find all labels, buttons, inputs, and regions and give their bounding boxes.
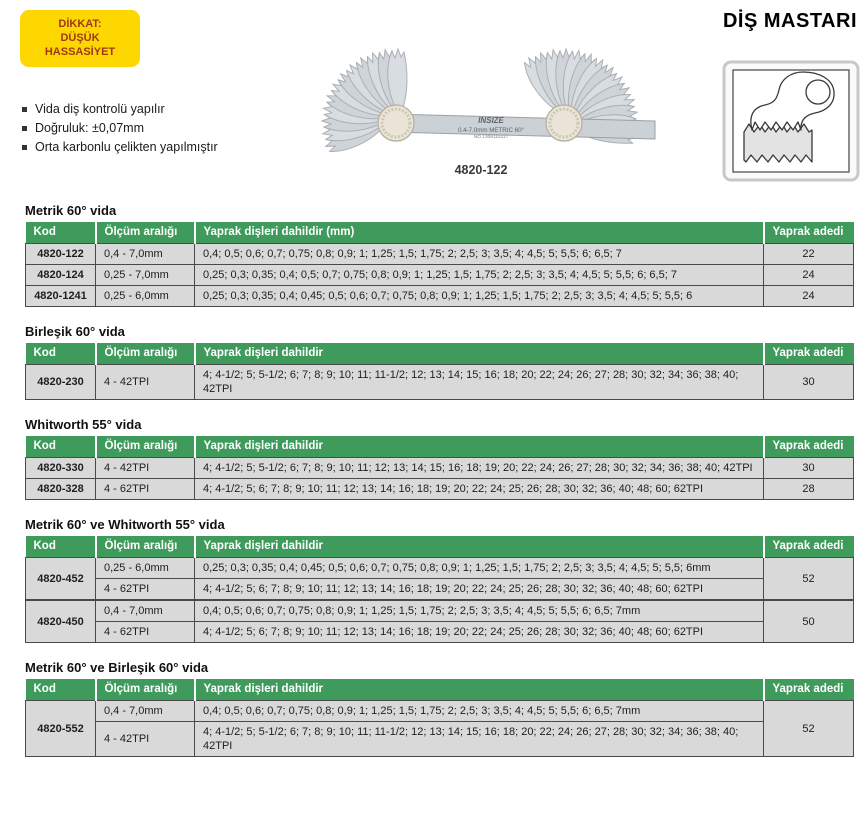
range-engraving: 0.4-7.0mm METRIC 60° xyxy=(457,127,525,134)
knurled-knob xyxy=(546,105,582,141)
table-section-whitworth55 xyxy=(25,417,853,500)
leaf-hole xyxy=(806,80,830,104)
table-row xyxy=(26,722,854,757)
teeth-cell: 0,4; 0,5; 0,6; 0,7; 0,75; 0,8; 0,9; 1; 1,25; 1,5; 1,75; 2; 2,5; 3; 3,5; 4; 4,5; 5; 5,5; 6; 6,5; 7 xyxy=(195,244,764,265)
leaf-count-cell: 30 xyxy=(764,365,854,400)
teeth-cell: 0,25; 0,3; 0,35; 0,4; 0,45; 0,5; 0,6; 0,7; 0,75; 0,8; 0,9; 1; 1,25; 1,5; 1,75; 2; 2,5; 3; 3,5; 4; 4,5; 5; 5,5; 6 xyxy=(195,286,764,307)
bullet-square-icon xyxy=(22,126,27,131)
code-cell: 4820-330 xyxy=(26,458,96,479)
column-header-count: Yaprak adedi xyxy=(764,222,854,244)
hero-section xyxy=(0,0,865,186)
table-section-metric60 xyxy=(25,203,853,307)
table-section-metric-unified xyxy=(25,660,853,757)
teeth-cell: 4; 4-1/2; 5; 5-1/2; 6; 7; 8; 9; 10; 11; 11-1/2; 12; 13; 14; 15; 16; 18; 20; 22; 24; 26; 27; 28; 30; 32; 34; 36; 38; 40; 42TPI xyxy=(195,365,764,400)
column-header-kod: Kod xyxy=(26,536,96,558)
column-header-range: Ölçüm aralığı xyxy=(96,436,195,458)
teeth-cell: 4; 4-1/2; 5; 6; 7; 8; 9; 10; 11; 12; 13; 14; 16; 18; 19; 20; 22; 24; 25; 26; 28; 30; 32; 36; 40; 48; 60; 62TPI xyxy=(195,579,764,601)
spec-table xyxy=(25,436,854,500)
table-row xyxy=(26,558,854,579)
table-row xyxy=(26,600,854,622)
code-cell: 4820-1241 xyxy=(26,286,96,307)
column-header-count: Yaprak adedi xyxy=(764,343,854,365)
code-cell: 4820-450 xyxy=(26,600,96,643)
column-header-kod: Kod xyxy=(26,436,96,458)
teeth-cell: 4; 4-1/2; 5; 6; 7; 8; 9; 10; 11; 12; 13; 14; 16; 18; 19; 20; 22; 24; 25; 26; 28; 30; 32; 36; 40; 48; 60; 62TPI xyxy=(195,622,764,643)
leaf-count-cell: 28 xyxy=(764,479,854,500)
code-cell: 4820-122 xyxy=(26,244,96,265)
table-section-unified60 xyxy=(25,324,853,400)
teeth-cell: 0,25; 0,3; 0,35; 0,4; 0,45; 0,5; 0,6; 0,7; 0,75; 0,8; 0,9; 1; 1,25; 1,5; 1,75; 2; 2,5; 3; 3,5; 4; 4,5; 5; 5,5; 6mm xyxy=(195,558,764,579)
column-header-count: Yaprak adedi xyxy=(764,679,854,701)
table-row xyxy=(26,365,854,400)
column-header-kod: Kod xyxy=(26,679,96,701)
table-heading: Whitworth 55° vida xyxy=(25,417,142,432)
table-row xyxy=(26,458,854,479)
feature-list xyxy=(22,100,218,157)
table-row xyxy=(26,579,854,601)
table-row xyxy=(26,701,854,722)
column-header-kod: Kod xyxy=(26,222,96,244)
table-row xyxy=(26,244,854,265)
column-header-teeth: Yaprak dişleri dahildir xyxy=(195,436,764,458)
code-cell: 4820-230 xyxy=(26,365,96,400)
range-cell: 0,25 - 7,0mm xyxy=(96,265,195,286)
leaf-count-cell: 22 xyxy=(764,244,854,265)
bullet-square-icon xyxy=(22,145,27,150)
table-row xyxy=(26,622,854,643)
leaf-count-cell: 24 xyxy=(764,286,854,307)
column-header-range: Ölçüm aralığı xyxy=(96,679,195,701)
table-heading: Metrik 60° ve Birleşik 60° vida xyxy=(25,660,209,675)
leaf-count-cell: 30 xyxy=(764,458,854,479)
code-cell: 4820-452 xyxy=(26,558,96,601)
column-header-teeth: Yaprak dişleri dahildir xyxy=(195,536,764,558)
leaf-count-cell: 52 xyxy=(764,558,854,601)
leaf-count-cell: 24 xyxy=(764,265,854,286)
warning-badge-line1: DİKKAT: xyxy=(58,18,102,30)
range-cell: 0,4 - 7,0mm xyxy=(96,600,195,622)
product-photo-image xyxy=(295,26,667,162)
range-cell: 0,25 - 6,0mm xyxy=(96,558,195,579)
feature-text: Doğruluk: ±0,07mm xyxy=(35,121,144,135)
teeth-cell: 0,25; 0,3; 0,35; 0,4; 0,5; 0,7; 0,75; 0,8; 0,9; 1; 1,25; 1,5; 1,75; 2; 2,5; 3; 3,5; 4; 4,5; 5; 5,5; 6; 6,5; 7 xyxy=(195,265,764,286)
table-heading: Metrik 60° vida xyxy=(25,203,117,218)
feature-item xyxy=(22,119,218,138)
teeth-cell: 4; 4-1/2; 5; 6; 7; 8; 9; 10; 11; 12; 13; 14; 16; 18; 19; 20; 22; 24; 25; 26; 28; 30; 32; 36; 40; 48; 60; 62TPI xyxy=(195,479,764,500)
code-cell: 4820-124 xyxy=(26,265,96,286)
code-cell: 4820-328 xyxy=(26,479,96,500)
range-cell: 4 - 62TPI xyxy=(96,622,195,643)
range-cell: 4 - 62TPI xyxy=(96,579,195,601)
warning-badge xyxy=(20,10,140,67)
bullet-square-icon xyxy=(22,107,27,112)
table-row xyxy=(26,479,854,500)
knurled-knob xyxy=(378,105,414,141)
brand-logo-text: INSIZE xyxy=(478,116,504,125)
spec-table xyxy=(25,343,854,400)
teeth-cell: 4; 4-1/2; 5; 5-1/2; 6; 7; 8; 9; 10; 11; 12; 13; 14; 15; 16; 18; 19; 20; 22; 24; 26; 27; 28; 30; 32; 34; 36; 38; 40; 42TPI xyxy=(195,458,764,479)
spec-table xyxy=(25,679,854,757)
range-cell: 0,4 - 7,0mm xyxy=(96,701,195,722)
column-header-range: Ölçüm aralığı xyxy=(96,343,195,365)
column-header-count: Yaprak adedi xyxy=(764,436,854,458)
column-header-range: Ölçüm aralığı xyxy=(96,222,195,244)
code-cell: 4820-552 xyxy=(26,701,96,757)
table-row xyxy=(26,265,854,286)
leaf-count-cell: 52 xyxy=(764,701,854,757)
range-cell: 4 - 42TPI xyxy=(96,722,195,757)
range-cell: 4 - 42TPI xyxy=(96,365,195,400)
page-title: DİŞ MASTARI xyxy=(722,10,857,32)
table-heading: Birleşik 60° vida xyxy=(25,324,125,339)
feature-item xyxy=(22,100,218,119)
range-cell: 0,4 - 7,0mm xyxy=(96,244,195,265)
leaf-count-cell: 50 xyxy=(764,600,854,643)
teeth-cell: 0,4; 0,5; 0,6; 0,7; 0,75; 0,8; 0,9; 1; 1,25; 1,5; 1,75; 2; 2,5; 3; 3,5; 4; 4,5; 5; 5,5; 6; 6,5; 7mm xyxy=(195,600,764,622)
range-cell: 4 - 62TPI xyxy=(96,479,195,500)
range-cell: 4 - 42TPI xyxy=(96,458,195,479)
table-section-metric-whitworth xyxy=(25,517,853,643)
spec-table xyxy=(25,536,854,643)
column-header-count: Yaprak adedi xyxy=(764,536,854,558)
column-header-teeth: Yaprak dişleri dahildir (mm) xyxy=(195,222,764,244)
feature-text: Vida diş kontrolü yapılır xyxy=(35,102,165,116)
feature-text: Orta karbonlu çelikten yapılmıştır xyxy=(35,140,218,154)
serial-engraving: NO.1308110117 xyxy=(473,135,509,140)
column-header-teeth: Yaprak dişleri dahildir xyxy=(195,679,764,701)
feature-item xyxy=(22,138,218,157)
teeth-cell: 4; 4-1/2; 5; 5-1/2; 6; 7; 8; 9; 10; 11; 11-1/2; 12; 13; 14; 15; 16; 18; 20; 22; 24; 26; 27; 28; 30; 32; 34; 36; 38; 40; 42TPI xyxy=(195,722,764,757)
column-header-kod: Kod xyxy=(26,343,96,365)
leaf-profile-diagram xyxy=(722,60,860,182)
warning-badge-line2: DÜŞÜK HASSASİYET xyxy=(44,32,116,58)
spec-table xyxy=(25,222,854,307)
column-header-teeth: Yaprak dişleri dahildir xyxy=(195,343,764,365)
table-heading: Metrik 60° ve Whitworth 55° vida xyxy=(25,517,225,532)
column-header-range: Ölçüm aralığı xyxy=(96,536,195,558)
product-code-caption: 4820-122 xyxy=(454,163,508,177)
teeth-cell: 0,4; 0,5; 0,6; 0,7; 0,75; 0,8; 0,9; 1; 1,25; 1,5; 1,75; 2; 2,5; 3; 3,5; 4; 4,5; 5; 5,5; 6; 6,5; 7mm xyxy=(195,701,764,722)
range-cell: 0,25 - 6,0mm xyxy=(96,286,195,307)
table-row xyxy=(26,286,854,307)
